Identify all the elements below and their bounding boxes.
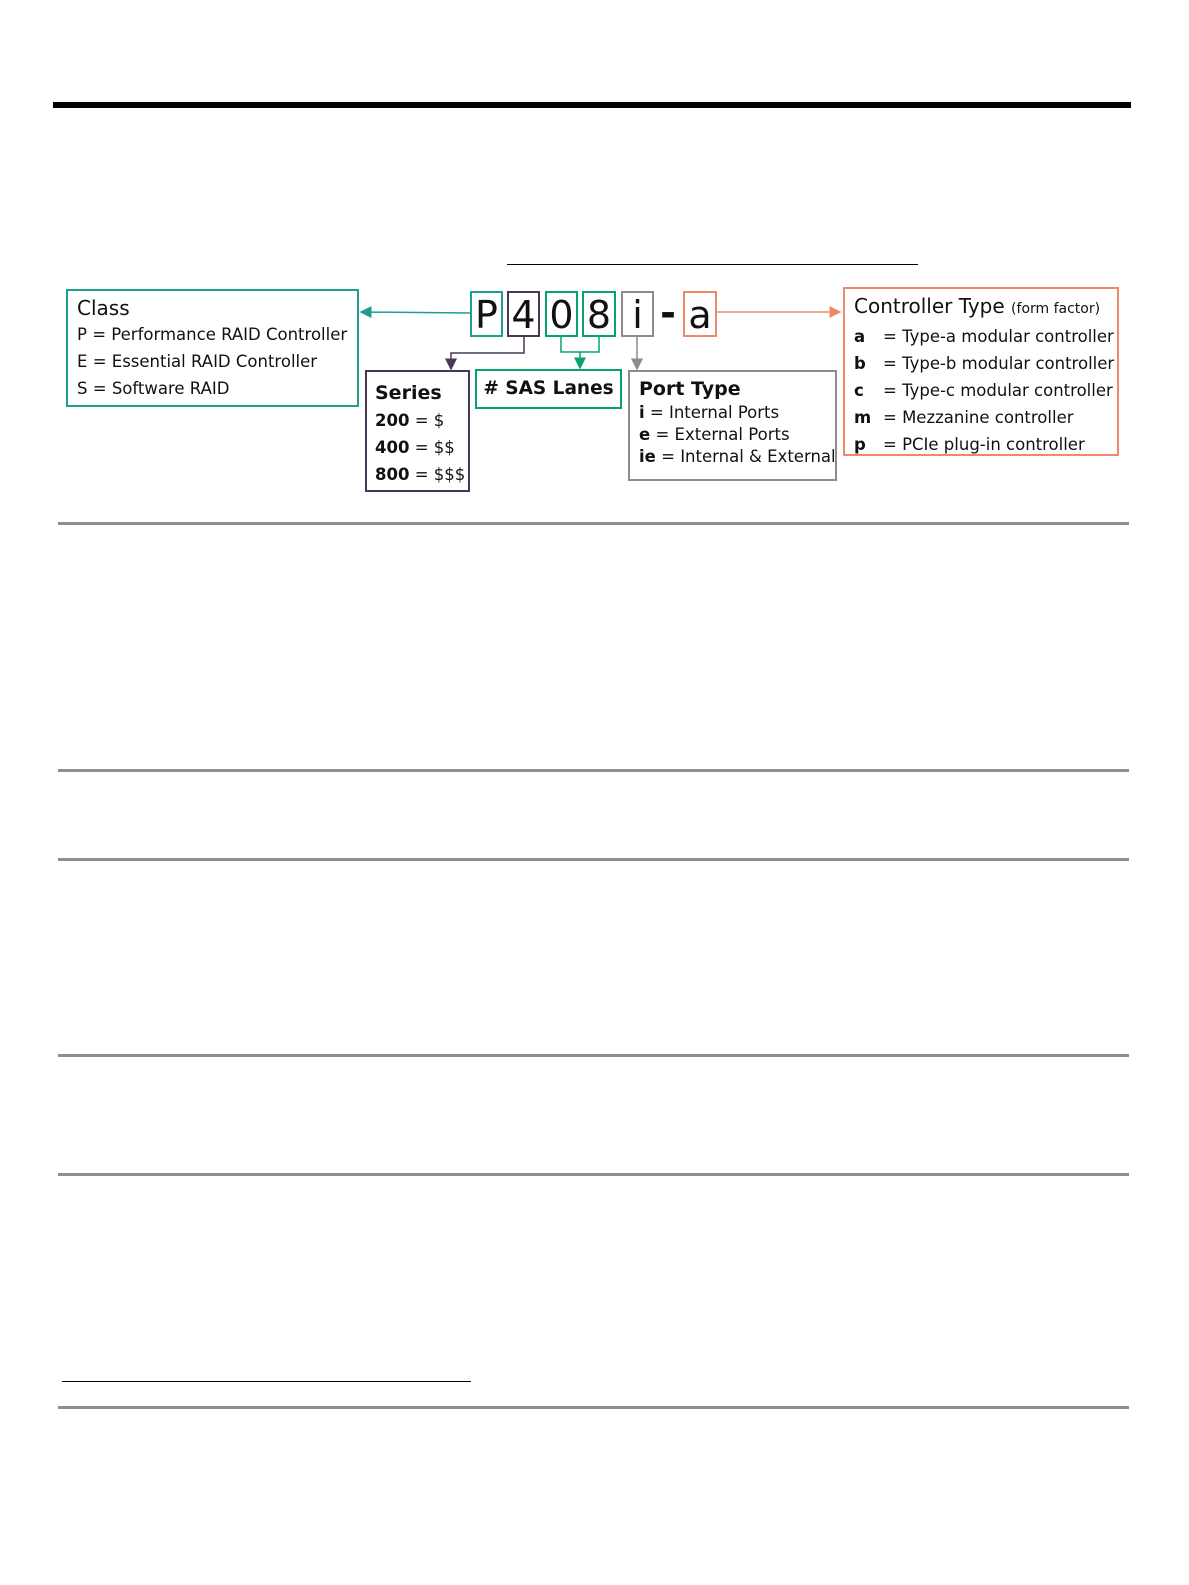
class-title: Class (77, 296, 130, 320)
part-char-lanes-2: 8 (582, 291, 616, 337)
sas-lanes-arrow (561, 337, 599, 368)
controller-type-subtitle: (form factor) (1011, 301, 1101, 317)
part-char-lanes-1: 0 (545, 291, 578, 337)
series-item: 200 = $ (375, 411, 445, 430)
part-char-dash: - (660, 291, 676, 335)
controller-type-item: p = PCIe plug-in controller (854, 435, 1085, 454)
port-type-item: i = Internal Ports (639, 403, 780, 422)
sas-lanes-title: # SAS Lanes (483, 378, 614, 399)
section-divider-2 (58, 769, 1129, 772)
part-char-series: 4 (507, 291, 540, 337)
port-type-box (628, 370, 837, 481)
port-type-item: ie = Internal & External (639, 447, 836, 466)
section-divider-3 (58, 858, 1129, 861)
controller-type-item: a = Type-a modular controller (854, 327, 1114, 346)
controller-type-item: b = Type-b modular controller (854, 354, 1115, 373)
section-divider-4 (58, 1054, 1129, 1057)
part-char-port-type: i (621, 291, 654, 337)
controller-type-box (843, 287, 1119, 456)
series-item: 400 = $$ (375, 438, 455, 457)
class-item: P = Performance RAID Controller (77, 325, 348, 344)
section-divider-6 (58, 1406, 1129, 1409)
class-item: E = Essential RAID Controller (77, 352, 318, 371)
footnote-rule (62, 1381, 471, 1382)
series-box (365, 370, 470, 492)
series-item: 800 = $$$ (375, 465, 466, 484)
part-char-controller-type: a (683, 291, 717, 337)
port-type-item: e = External Ports (639, 425, 790, 444)
sas-lanes-box (475, 369, 622, 409)
class-arrow (361, 312, 470, 313)
class-box (66, 289, 359, 407)
part-char-class: P (470, 291, 503, 337)
series-title: Series (375, 382, 442, 404)
section-divider-5 (58, 1173, 1129, 1176)
port-type-title: Port Type (639, 378, 741, 400)
series-arrow (451, 337, 524, 369)
controller-type-title: Controller Type (form factor) (854, 294, 1101, 318)
controller-type-item: c = Type-c modular controller (854, 381, 1113, 400)
controller-type-item: m = Mezzanine controller (854, 408, 1074, 427)
class-item: S = Software RAID (77, 379, 230, 398)
